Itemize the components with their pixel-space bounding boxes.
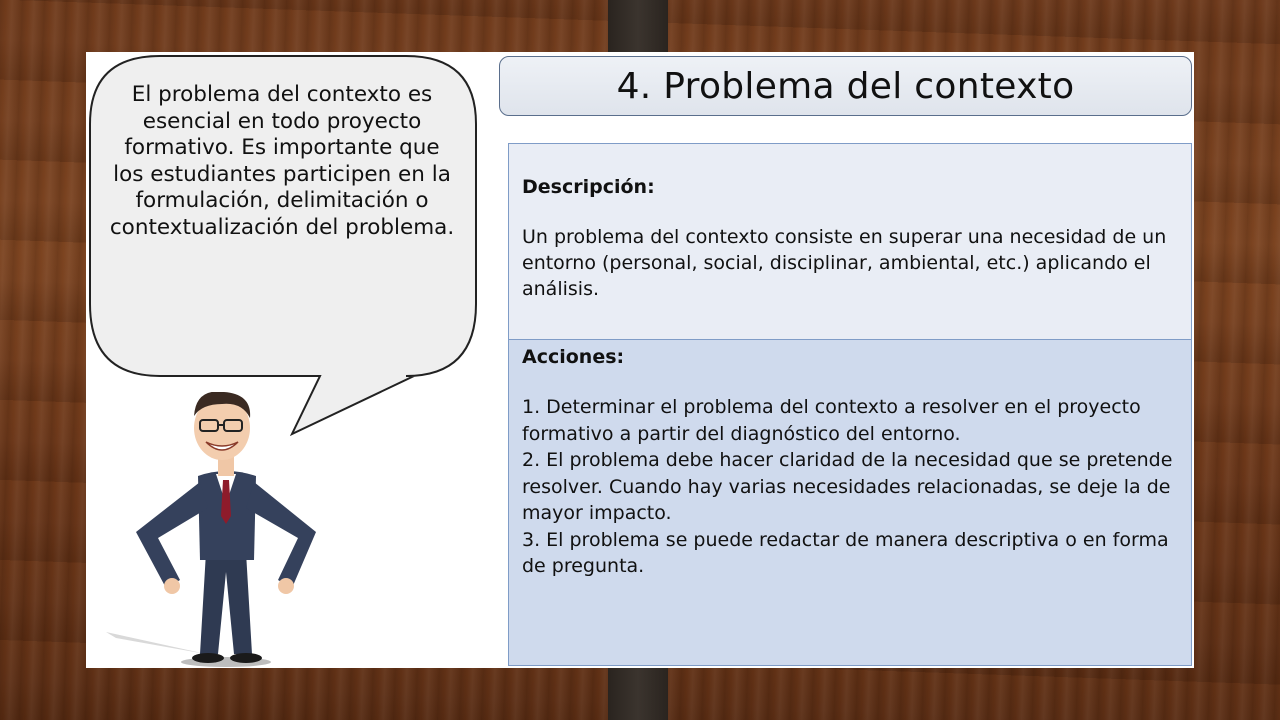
board-strap-top <box>608 0 668 52</box>
speech-bubble <box>88 54 478 436</box>
page-title: 4. Problema del contexto <box>616 65 1075 107</box>
businessman-illustration <box>96 392 376 668</box>
action-item: 3. El problema se puede redactar de manera descriptiva o en forma de pregunta. <box>522 528 1169 577</box>
description-body: Un problema del contexto consiste en superar una necesidad de un entorno (personal, social, disciplinar, ambiental, etc.) aplicando el análisis. <box>522 226 1167 300</box>
action-item: 2. El problema debe hacer claridad de la necesidad que se pretende resolver. Cuando hay varias necesidades relacionadas, se deje la de mayor impacto. <box>522 449 1173 524</box>
title-box <box>499 56 1192 116</box>
board-strap-bottom <box>608 668 668 720</box>
action-item: 1. Determinar el problema del contexto a resolver en el proyecto formativo a partir del diagnóstico del entorno. <box>522 396 1141 445</box>
description-cell <box>509 144 1191 340</box>
actions-heading: Acciones: <box>522 346 625 368</box>
speech-bubble-text: El problema del contexto es esencial en todo proyecto formativo. Es importante que los estudiantes participen en la formulación, delimitación o contextualización del problema. <box>109 82 455 240</box>
slide <box>86 52 1194 668</box>
info-table <box>508 143 1192 666</box>
description-heading: Descripción: <box>522 176 655 198</box>
actions-cell <box>509 340 1191 665</box>
